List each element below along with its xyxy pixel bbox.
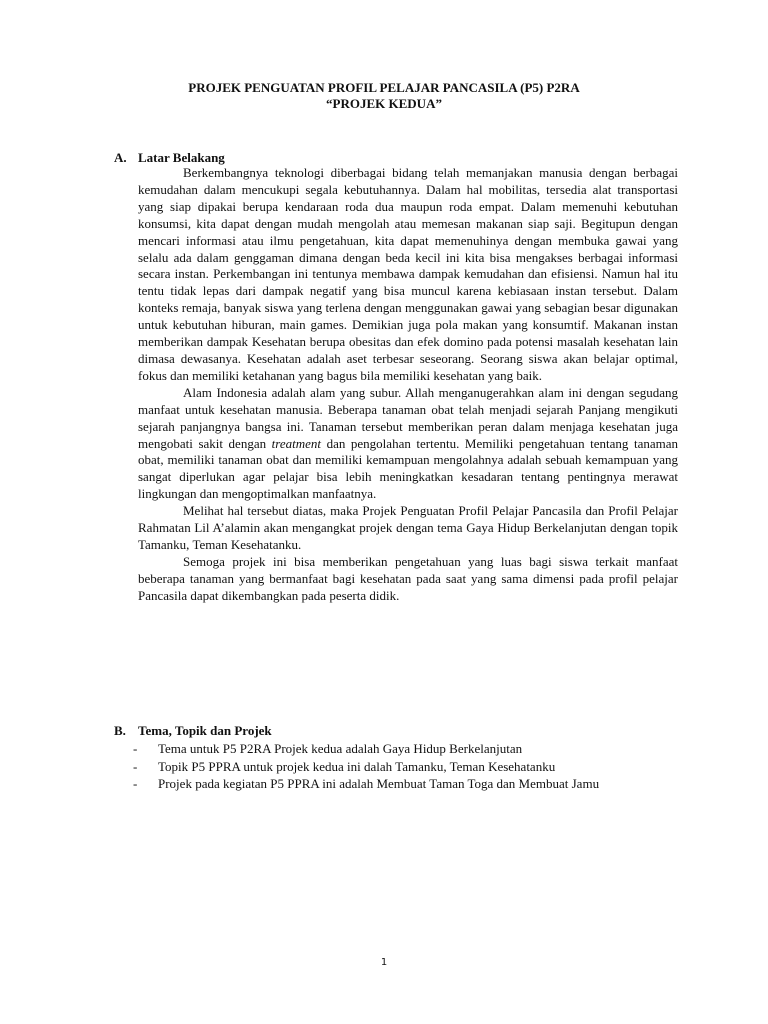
paragraph-1: Berkembangnya teknologi diberbagai bidang telah memanjakan manusia dengan berbagai kemudahan dalam mencukupi segala kebutuhannya. Dalam hal mobilitas, tersedia alat transportasi yang siap dipakai berupa kendaraan roda dua maupun roda empat. Dalam memenuhi kebutuhan konsumsi, kita dapat dengan mudah mengolah atau memesan makanan siap saji. Begitupun dengan mencari informasi atau ilmu pengetahuan, kita dapat memenuhinya dengan membuka gawai yang selalu ada dalam genggaman dimana dengan beda kecil ini kita bisa mengakses berbagai informasi secara instan. Perkembangan ini tentunya membawa dampak kemudahan dan efisiensi. Namun hal itu tentu tidak lepas dari dampak negatif yang bisa muncul karena kebiasaan instan tersebut. Dalam konteks remaja, banyak siswa yang terlena dengan menggunakan gawai yang sebagian besar digunakan untuk kebutuhan hiburan, main games. Demikian juga pola makan yang konsumtif. Makanan instan memberikan dampak Kesehatan berupa obesitas dan efek domino pada potensi masalah kesehatan lain dimasa dewasanya. Kesehatan adalah aset terbesar seseorang. Seorang siswa akan belajar optimal, fokus dan memiliki ketahanan yang bagus bila memiliki kesehatan yang baik. — [138, 165, 678, 383]
section-a-body — [138, 165, 678, 605]
list-item — [128, 775, 688, 793]
section-b-title: Tema, Topik dan Projek — [138, 723, 272, 738]
list-item-text: Projek pada kegiatan P5 PPRA ini adalah Membuat Taman Toga dan Membuat Jamu — [158, 776, 600, 791]
paragraph-2-part-2: dan pengolahan tertentu. Memiliki pengetahuan tentang tanaman obat, memiliki tanaman obat dan memiliki kemampuan mengolahnya adalah sebuah kemampuan yang sangat diperlukan agar pelajar bisa lebih meningkatkan kesadaran tentang pentingnya merawat lingkungan dan mengoptimalkan manfaatnya. — [138, 435, 678, 502]
section-a-heading — [114, 150, 414, 166]
list-dash: - — [133, 741, 138, 756]
document-title: PROJEK PENGUATAN PROFIL PELAJAR PANCASILA (P5) P2RA — [188, 80, 580, 95]
section-b-heading — [114, 723, 414, 739]
list-dash: - — [133, 776, 138, 791]
paragraph-3: Melihat hal tersebut diatas, maka Projek Penguatan Profil Pelajar Pancasila dan Profil Pelajar Rahmatan Lil A’alamin akan mengangkat projek dengan tema Gaya Hidup Berkelanjutan dengan topik Tamanku, Teman Kesehatanku. — [138, 503, 678, 552]
section-b-letter: B. — [114, 723, 126, 738]
paragraph-2 — [138, 385, 678, 503]
list-item — [128, 740, 688, 758]
page-number: 1 — [380, 957, 388, 968]
paragraph-2-italic: treatment — [271, 435, 322, 451]
document-subtitle: “PROJEK KEDUA” — [326, 96, 442, 111]
section-b-list — [128, 740, 688, 793]
list-item-text: Topik P5 PPRA untuk projek kedua ini dalah Tamanku, Teman Kesehatanku — [158, 758, 556, 774]
section-a-letter: A. — [114, 150, 127, 165]
list-dash: - — [133, 758, 138, 774]
section-a-title: Latar Belakang — [138, 150, 225, 165]
paragraph-2-part-1: Alam Indonesia adalah alam yang subur. Allah menganugerahkan alam ini dengan segudang manfaat untuk kesehatan manusia. Beberapa tanaman obat telah menjadi sejarah Panjang mengikuti sejarah panjangnya bangsa ini. Tanaman tersebut memberikan peran dalam menjaga kesehatan juga mengobati sakit dengan — [138, 384, 678, 451]
list-item-text: Tema untuk P5 P2RA Projek kedua adalah Gaya Hidup Berkelanjutan — [158, 741, 523, 756]
paragraph-4: Semoga projek ini bisa memberikan pengetahuan yang luas bagi siswa terkait manfaat beberapa tanaman yang bermanfaat bagi kesehatan pada saat yang sama dimensi pada profil pelajar Pancasila dapat dikembangkan pada peserta didik. — [138, 553, 678, 603]
list-item — [128, 758, 688, 776]
